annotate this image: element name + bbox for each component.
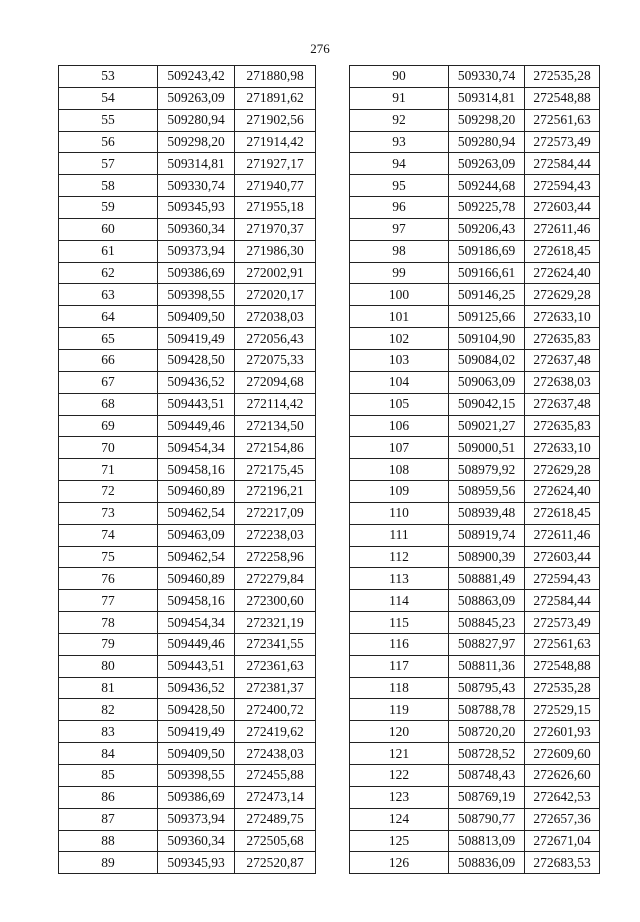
y-coordinate-cell: 272561,63 xyxy=(525,633,600,655)
y-coordinate-cell: 272601,93 xyxy=(525,721,600,743)
y-coordinate-cell: 272635,83 xyxy=(525,415,600,437)
table-row xyxy=(350,349,600,371)
point-number-cell: 61 xyxy=(59,240,158,262)
table-row xyxy=(350,502,600,524)
x-coordinate-cell: 509443,51 xyxy=(158,655,235,677)
table-row xyxy=(59,393,316,415)
x-coordinate-cell: 509386,69 xyxy=(158,786,235,808)
y-coordinate-cell: 272438,03 xyxy=(235,743,316,765)
y-coordinate-cell: 272635,83 xyxy=(525,328,600,350)
y-coordinate-cell: 272279,84 xyxy=(235,568,316,590)
table-row xyxy=(59,175,316,197)
point-number-cell: 120 xyxy=(350,721,449,743)
table-row xyxy=(350,459,600,481)
x-coordinate-cell: 509280,94 xyxy=(158,109,235,131)
table-row xyxy=(350,415,600,437)
x-coordinate-cell: 509449,46 xyxy=(158,415,235,437)
point-number-cell: 62 xyxy=(59,262,158,284)
y-coordinate-cell: 272548,88 xyxy=(525,87,600,109)
table-row xyxy=(59,786,316,808)
table-row xyxy=(350,524,600,546)
table-row xyxy=(59,808,316,830)
y-coordinate-cell: 272020,17 xyxy=(235,284,316,306)
table-row xyxy=(350,699,600,721)
y-coordinate-cell: 272584,44 xyxy=(525,153,600,175)
y-coordinate-cell: 272633,10 xyxy=(525,306,600,328)
x-coordinate-cell: 509436,52 xyxy=(158,371,235,393)
x-coordinate-cell: 509428,50 xyxy=(158,699,235,721)
x-coordinate-cell: 509454,34 xyxy=(158,437,235,459)
point-number-cell: 78 xyxy=(59,612,158,634)
point-number-cell: 85 xyxy=(59,765,158,787)
x-coordinate-cell: 509125,66 xyxy=(449,306,525,328)
x-coordinate-cell: 509042,15 xyxy=(449,393,525,415)
point-number-cell: 122 xyxy=(350,765,449,787)
table-row xyxy=(350,568,600,590)
x-coordinate-cell: 508939,48 xyxy=(449,502,525,524)
x-coordinate-cell: 509454,34 xyxy=(158,612,235,634)
x-coordinate-cell: 508959,56 xyxy=(449,481,525,503)
table-row xyxy=(350,743,600,765)
table-row xyxy=(350,590,600,612)
point-number-cell: 83 xyxy=(59,721,158,743)
point-number-cell: 104 xyxy=(350,371,449,393)
x-coordinate-cell: 508790,77 xyxy=(449,808,525,830)
x-coordinate-cell: 509436,52 xyxy=(158,677,235,699)
table-row xyxy=(350,677,600,699)
point-number-cell: 106 xyxy=(350,415,449,437)
y-coordinate-cell: 272618,45 xyxy=(525,240,600,262)
table-row xyxy=(59,284,316,306)
table-row xyxy=(59,87,316,109)
point-number-cell: 54 xyxy=(59,87,158,109)
x-coordinate-cell: 508919,74 xyxy=(449,524,525,546)
point-number-cell: 82 xyxy=(59,699,158,721)
y-coordinate-cell: 272683,53 xyxy=(525,852,600,874)
table-row xyxy=(59,655,316,677)
table-row xyxy=(59,262,316,284)
table-row xyxy=(59,349,316,371)
table-row xyxy=(59,633,316,655)
table-row xyxy=(59,459,316,481)
y-coordinate-cell: 272611,46 xyxy=(525,218,600,240)
y-coordinate-cell: 272258,96 xyxy=(235,546,316,568)
table-row xyxy=(59,109,316,131)
point-number-cell: 112 xyxy=(350,546,449,568)
y-coordinate-cell: 272529,15 xyxy=(525,699,600,721)
point-number-cell: 102 xyxy=(350,328,449,350)
point-number-cell: 63 xyxy=(59,284,158,306)
y-coordinate-cell: 272075,33 xyxy=(235,349,316,371)
table-row xyxy=(59,240,316,262)
y-coordinate-cell: 272671,04 xyxy=(525,830,600,852)
y-coordinate-cell: 272520,87 xyxy=(235,852,316,874)
table-row xyxy=(350,197,600,219)
point-number-cell: 116 xyxy=(350,633,449,655)
table-row xyxy=(350,131,600,153)
table-row xyxy=(350,655,600,677)
y-coordinate-cell: 272154,86 xyxy=(235,437,316,459)
table-row xyxy=(350,153,600,175)
table-row xyxy=(59,481,316,503)
point-number-cell: 111 xyxy=(350,524,449,546)
x-coordinate-cell: 508836,09 xyxy=(449,852,525,874)
y-coordinate-cell: 271986,30 xyxy=(235,240,316,262)
x-coordinate-cell: 509458,16 xyxy=(158,459,235,481)
y-coordinate-cell: 272624,40 xyxy=(525,481,600,503)
table-row xyxy=(350,306,600,328)
point-number-cell: 87 xyxy=(59,808,158,830)
table-row xyxy=(59,721,316,743)
y-coordinate-cell: 272134,50 xyxy=(235,415,316,437)
y-coordinate-cell: 272361,63 xyxy=(235,655,316,677)
y-coordinate-cell: 271902,56 xyxy=(235,109,316,131)
x-coordinate-cell: 508811,36 xyxy=(449,655,525,677)
y-coordinate-cell: 272175,45 xyxy=(235,459,316,481)
table-row xyxy=(59,197,316,219)
point-number-cell: 66 xyxy=(59,349,158,371)
point-number-cell: 97 xyxy=(350,218,449,240)
x-coordinate-cell: 509206,43 xyxy=(449,218,525,240)
x-coordinate-cell: 509458,16 xyxy=(158,590,235,612)
x-coordinate-cell: 508979,92 xyxy=(449,459,525,481)
point-number-cell: 119 xyxy=(350,699,449,721)
point-number-cell: 121 xyxy=(350,743,449,765)
x-coordinate-cell: 509409,50 xyxy=(158,743,235,765)
y-coordinate-cell: 271891,62 xyxy=(235,87,316,109)
y-coordinate-cell: 271955,18 xyxy=(235,197,316,219)
x-coordinate-cell: 509360,34 xyxy=(158,830,235,852)
point-number-cell: 80 xyxy=(59,655,158,677)
y-coordinate-cell: 272573,49 xyxy=(525,612,600,634)
point-number-cell: 88 xyxy=(59,830,158,852)
table-row xyxy=(350,175,600,197)
point-number-cell: 91 xyxy=(350,87,449,109)
y-coordinate-cell: 271880,98 xyxy=(235,66,316,88)
point-number-cell: 89 xyxy=(59,852,158,874)
table-row xyxy=(59,218,316,240)
point-number-cell: 117 xyxy=(350,655,449,677)
x-coordinate-cell: 508827,97 xyxy=(449,633,525,655)
table-row xyxy=(59,765,316,787)
point-number-cell: 76 xyxy=(59,568,158,590)
y-coordinate-cell: 271940,77 xyxy=(235,175,316,197)
table-row xyxy=(59,677,316,699)
x-coordinate-cell: 509084,02 xyxy=(449,349,525,371)
y-coordinate-cell: 272624,40 xyxy=(525,262,600,284)
y-coordinate-cell: 272603,44 xyxy=(525,546,600,568)
x-coordinate-cell: 509298,20 xyxy=(158,131,235,153)
table-row xyxy=(59,699,316,721)
point-number-cell: 113 xyxy=(350,568,449,590)
table-row xyxy=(350,786,600,808)
point-number-cell: 56 xyxy=(59,131,158,153)
point-number-cell: 95 xyxy=(350,175,449,197)
x-coordinate-cell: 509166,61 xyxy=(449,262,525,284)
y-coordinate-cell: 272618,45 xyxy=(525,502,600,524)
table-row xyxy=(59,306,316,328)
point-number-cell: 65 xyxy=(59,328,158,350)
table-row xyxy=(350,830,600,852)
table-row xyxy=(59,568,316,590)
point-number-cell: 72 xyxy=(59,481,158,503)
point-number-cell: 107 xyxy=(350,437,449,459)
x-coordinate-cell: 508795,43 xyxy=(449,677,525,699)
y-coordinate-cell: 272489,75 xyxy=(235,808,316,830)
y-coordinate-cell: 272637,48 xyxy=(525,393,600,415)
y-coordinate-cell: 272611,46 xyxy=(525,524,600,546)
y-coordinate-cell: 271970,37 xyxy=(235,218,316,240)
point-number-cell: 126 xyxy=(350,852,449,874)
point-number-cell: 77 xyxy=(59,590,158,612)
table-row xyxy=(350,109,600,131)
y-coordinate-cell: 272629,28 xyxy=(525,284,600,306)
point-number-cell: 67 xyxy=(59,371,158,393)
coordinates-table-left xyxy=(58,65,316,874)
y-coordinate-cell: 272321,19 xyxy=(235,612,316,634)
y-coordinate-cell: 272609,60 xyxy=(525,743,600,765)
x-coordinate-cell: 508813,09 xyxy=(449,830,525,852)
x-coordinate-cell: 509280,94 xyxy=(449,131,525,153)
y-coordinate-cell: 272633,10 xyxy=(525,437,600,459)
point-number-cell: 68 xyxy=(59,393,158,415)
x-coordinate-cell: 509463,09 xyxy=(158,524,235,546)
x-coordinate-cell: 509345,93 xyxy=(158,852,235,874)
y-coordinate-cell: 272114,42 xyxy=(235,393,316,415)
y-coordinate-cell: 272626,60 xyxy=(525,765,600,787)
y-coordinate-cell: 271914,42 xyxy=(235,131,316,153)
y-coordinate-cell: 272056,43 xyxy=(235,328,316,350)
x-coordinate-cell: 509263,09 xyxy=(158,87,235,109)
y-coordinate-cell: 272535,28 xyxy=(525,66,600,88)
x-coordinate-cell: 509419,49 xyxy=(158,721,235,743)
point-number-cell: 53 xyxy=(59,66,158,88)
x-coordinate-cell: 509021,27 xyxy=(449,415,525,437)
table-row xyxy=(350,437,600,459)
x-coordinate-cell: 508728,52 xyxy=(449,743,525,765)
y-coordinate-cell: 272217,09 xyxy=(235,502,316,524)
table-row xyxy=(350,240,600,262)
point-number-cell: 123 xyxy=(350,786,449,808)
x-coordinate-cell: 508863,09 xyxy=(449,590,525,612)
point-number-cell: 86 xyxy=(59,786,158,808)
x-coordinate-cell: 508769,19 xyxy=(449,786,525,808)
point-number-cell: 99 xyxy=(350,262,449,284)
y-coordinate-cell: 272584,44 xyxy=(525,590,600,612)
y-coordinate-cell: 272561,63 xyxy=(525,109,600,131)
x-coordinate-cell: 509314,81 xyxy=(449,87,525,109)
table-row xyxy=(59,743,316,765)
table-row xyxy=(59,371,316,393)
coordinates-table-right xyxy=(349,65,600,874)
y-coordinate-cell: 272573,49 xyxy=(525,131,600,153)
y-coordinate-cell: 272238,03 xyxy=(235,524,316,546)
x-coordinate-cell: 508845,23 xyxy=(449,612,525,634)
table-row xyxy=(59,66,316,88)
table-row xyxy=(350,852,600,874)
point-number-cell: 69 xyxy=(59,415,158,437)
point-number-cell: 71 xyxy=(59,459,158,481)
x-coordinate-cell: 509330,74 xyxy=(449,66,525,88)
x-coordinate-cell: 509386,69 xyxy=(158,262,235,284)
y-coordinate-cell: 272638,03 xyxy=(525,371,600,393)
point-number-cell: 100 xyxy=(350,284,449,306)
table-row xyxy=(59,153,316,175)
x-coordinate-cell: 509186,69 xyxy=(449,240,525,262)
point-number-cell: 59 xyxy=(59,197,158,219)
table-row xyxy=(59,830,316,852)
table-row xyxy=(350,218,600,240)
point-number-cell: 70 xyxy=(59,437,158,459)
x-coordinate-cell: 508900,39 xyxy=(449,546,525,568)
y-coordinate-cell: 272341,55 xyxy=(235,633,316,655)
point-number-cell: 73 xyxy=(59,502,158,524)
point-number-cell: 92 xyxy=(350,109,449,131)
x-coordinate-cell: 509373,94 xyxy=(158,240,235,262)
point-number-cell: 105 xyxy=(350,393,449,415)
x-coordinate-cell: 508748,43 xyxy=(449,765,525,787)
y-coordinate-cell: 272603,44 xyxy=(525,197,600,219)
page-number: 276 xyxy=(310,41,330,56)
table-row xyxy=(350,328,600,350)
x-coordinate-cell: 509263,09 xyxy=(449,153,525,175)
point-number-cell: 57 xyxy=(59,153,158,175)
y-coordinate-cell: 272038,03 xyxy=(235,306,316,328)
y-coordinate-cell: 272505,68 xyxy=(235,830,316,852)
x-coordinate-cell: 509244,68 xyxy=(449,175,525,197)
point-number-cell: 94 xyxy=(350,153,449,175)
point-number-cell: 101 xyxy=(350,306,449,328)
table-row xyxy=(59,328,316,350)
point-number-cell: 96 xyxy=(350,197,449,219)
x-coordinate-cell: 509460,89 xyxy=(158,481,235,503)
y-coordinate-cell: 272594,43 xyxy=(525,175,600,197)
y-coordinate-cell: 272300,60 xyxy=(235,590,316,612)
table-row xyxy=(350,633,600,655)
y-coordinate-cell: 272473,14 xyxy=(235,786,316,808)
x-coordinate-cell: 509243,42 xyxy=(158,66,235,88)
y-coordinate-cell: 272002,91 xyxy=(235,262,316,284)
x-coordinate-cell: 509225,78 xyxy=(449,197,525,219)
x-coordinate-cell: 509298,20 xyxy=(449,109,525,131)
y-coordinate-cell: 272535,28 xyxy=(525,677,600,699)
table-row xyxy=(350,765,600,787)
x-coordinate-cell: 509373,94 xyxy=(158,808,235,830)
table-row xyxy=(350,546,600,568)
x-coordinate-cell: 509419,49 xyxy=(158,328,235,350)
x-coordinate-cell: 509398,55 xyxy=(158,765,235,787)
table-row xyxy=(350,481,600,503)
x-coordinate-cell: 509462,54 xyxy=(158,546,235,568)
table-row xyxy=(59,502,316,524)
y-coordinate-cell: 271927,17 xyxy=(235,153,316,175)
y-coordinate-cell: 272455,88 xyxy=(235,765,316,787)
x-coordinate-cell: 508788,78 xyxy=(449,699,525,721)
point-number-cell: 109 xyxy=(350,481,449,503)
x-coordinate-cell: 509462,54 xyxy=(158,502,235,524)
point-number-cell: 103 xyxy=(350,349,449,371)
x-coordinate-cell: 509398,55 xyxy=(158,284,235,306)
x-coordinate-cell: 508881,49 xyxy=(449,568,525,590)
y-coordinate-cell: 272094,68 xyxy=(235,371,316,393)
x-coordinate-cell: 509063,09 xyxy=(449,371,525,393)
table-row xyxy=(59,852,316,874)
table-row xyxy=(350,808,600,830)
y-coordinate-cell: 272657,36 xyxy=(525,808,600,830)
x-coordinate-cell: 509146,25 xyxy=(449,284,525,306)
point-number-cell: 64 xyxy=(59,306,158,328)
table-row xyxy=(350,87,600,109)
point-number-cell: 55 xyxy=(59,109,158,131)
table-row xyxy=(350,262,600,284)
point-number-cell: 118 xyxy=(350,677,449,699)
table-row xyxy=(59,612,316,634)
table-row xyxy=(59,546,316,568)
y-coordinate-cell: 272637,48 xyxy=(525,349,600,371)
table-row xyxy=(59,437,316,459)
y-coordinate-cell: 272642,53 xyxy=(525,786,600,808)
point-number-cell: 110 xyxy=(350,502,449,524)
table-row xyxy=(350,284,600,306)
x-coordinate-cell: 509449,46 xyxy=(158,633,235,655)
x-coordinate-cell: 509330,74 xyxy=(158,175,235,197)
point-number-cell: 90 xyxy=(350,66,449,88)
x-coordinate-cell: 509345,93 xyxy=(158,197,235,219)
y-coordinate-cell: 272594,43 xyxy=(525,568,600,590)
x-coordinate-cell: 509000,51 xyxy=(449,437,525,459)
x-coordinate-cell: 509460,89 xyxy=(158,568,235,590)
point-number-cell: 124 xyxy=(350,808,449,830)
point-number-cell: 114 xyxy=(350,590,449,612)
point-number-cell: 81 xyxy=(59,677,158,699)
point-number-cell: 98 xyxy=(350,240,449,262)
table-row xyxy=(350,371,600,393)
y-coordinate-cell: 272548,88 xyxy=(525,655,600,677)
point-number-cell: 58 xyxy=(59,175,158,197)
x-coordinate-cell: 509360,34 xyxy=(158,218,235,240)
y-coordinate-cell: 272419,62 xyxy=(235,721,316,743)
x-coordinate-cell: 509443,51 xyxy=(158,393,235,415)
y-coordinate-cell: 272381,37 xyxy=(235,677,316,699)
point-number-cell: 74 xyxy=(59,524,158,546)
point-number-cell: 115 xyxy=(350,612,449,634)
point-number-cell: 108 xyxy=(350,459,449,481)
x-coordinate-cell: 509428,50 xyxy=(158,349,235,371)
table-row xyxy=(59,590,316,612)
x-coordinate-cell: 509314,81 xyxy=(158,153,235,175)
table-row xyxy=(350,393,600,415)
x-coordinate-cell: 509104,90 xyxy=(449,328,525,350)
table-row xyxy=(59,131,316,153)
point-number-cell: 84 xyxy=(59,743,158,765)
point-number-cell: 60 xyxy=(59,218,158,240)
table-row xyxy=(350,66,600,88)
point-number-cell: 125 xyxy=(350,830,449,852)
table-row xyxy=(350,612,600,634)
y-coordinate-cell: 272196,21 xyxy=(235,481,316,503)
point-number-cell: 79 xyxy=(59,633,158,655)
y-coordinate-cell: 272629,28 xyxy=(525,459,600,481)
x-coordinate-cell: 508720,20 xyxy=(449,721,525,743)
point-number-cell: 75 xyxy=(59,546,158,568)
point-number-cell: 93 xyxy=(350,131,449,153)
table-row xyxy=(59,524,316,546)
table-row xyxy=(350,721,600,743)
table-row xyxy=(59,415,316,437)
y-coordinate-cell: 272400,72 xyxy=(235,699,316,721)
x-coordinate-cell: 509409,50 xyxy=(158,306,235,328)
